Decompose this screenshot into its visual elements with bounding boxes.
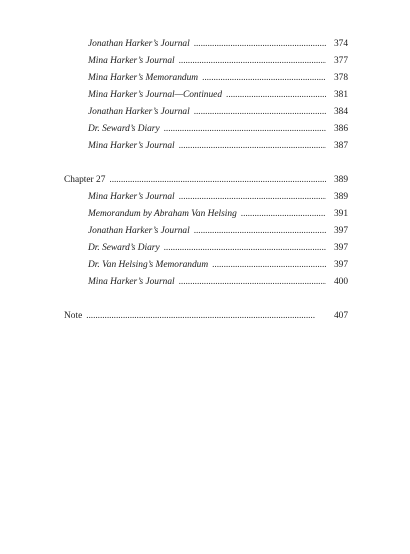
dot-leader: [164, 240, 326, 257]
toc-entry[interactable]: [88, 223, 348, 240]
toc-entry-page: 400: [333, 277, 348, 287]
toc-entry[interactable]: [88, 189, 348, 206]
toc-entry[interactable]: [88, 274, 348, 291]
toc-entry[interactable]: [88, 104, 348, 121]
toc-entry[interactable]: [88, 121, 348, 138]
dot-leader: [179, 53, 326, 70]
dot-leader: [86, 308, 326, 325]
toc-entry-title: Mina Harker’s Memorandum: [88, 73, 199, 83]
dot-leader: [179, 189, 326, 206]
toc-entry-title: Dr. Seward’s Diary: [88, 243, 160, 253]
dot-leader: [241, 206, 326, 223]
toc-entry[interactable]: [88, 240, 348, 257]
dot-leader: [179, 138, 326, 155]
toc-entry-page: 387: [333, 141, 348, 151]
toc-note-entry[interactable]: [64, 308, 348, 325]
toc-entry-title: Dr. Van Helsing’s Memorandum: [88, 260, 209, 270]
toc-entry-title: Jonathan Harker’s Journal: [88, 226, 190, 236]
toc-entry-page: 391: [333, 209, 348, 219]
toc-entry-page: 374: [333, 39, 348, 49]
toc-entry[interactable]: [88, 36, 348, 53]
dot-leader: [164, 121, 326, 138]
toc-entry[interactable]: [88, 206, 348, 223]
dot-leader: [179, 274, 326, 291]
toc-entry-page: 378: [333, 73, 348, 83]
toc-chapter-page: 389: [333, 175, 348, 185]
toc-entry-title: Memorandum by Abraham Van Helsing: [88, 209, 237, 219]
toc-entry[interactable]: [88, 70, 348, 87]
dot-leader: [202, 70, 326, 87]
toc-entry-title: Mina Harker’s Journal: [88, 56, 175, 66]
toc-entry[interactable]: [88, 257, 348, 274]
toc-chapter-title: Chapter 27: [64, 175, 106, 185]
toc-entry-page: 397: [333, 243, 348, 253]
toc-chapter-entry[interactable]: [64, 172, 348, 189]
toc-entry[interactable]: [88, 87, 348, 104]
toc-entry[interactable]: [88, 53, 348, 70]
toc-entry-title: Mina Harker’s Journal: [88, 192, 175, 202]
toc-entry-title: Dr. Seward’s Diary: [88, 124, 160, 134]
toc-entry-page: 384: [333, 107, 348, 117]
toc-entry-page: 397: [333, 260, 348, 270]
toc-entry-title: Jonathan Harker’s Journal: [88, 39, 190, 49]
toc-entry-page: 386: [333, 124, 348, 134]
toc-entry-title: Mina Harker’s Journal: [88, 277, 175, 287]
toc-note-title: Note: [64, 311, 83, 321]
dot-leader: [226, 87, 326, 104]
dot-leader: [109, 172, 326, 189]
toc-entry-page: 389: [333, 192, 348, 202]
toc-note-page: 407: [333, 311, 348, 321]
toc-entry-title: Mina Harker’s Journal—Continued: [88, 90, 223, 100]
dot-leader: [194, 104, 326, 121]
toc-entry-page: 381: [333, 90, 348, 100]
toc-entry-page: 377: [333, 56, 348, 66]
dot-leader: [212, 257, 326, 274]
dot-leader: [194, 36, 326, 53]
toc-entry-page: 397: [333, 226, 348, 236]
toc-entry[interactable]: [88, 138, 348, 155]
dot-leader: [194, 223, 326, 240]
toc-entry-title: Mina Harker’s Journal: [88, 141, 175, 151]
toc-entry-title: Jonathan Harker’s Journal: [88, 107, 190, 117]
